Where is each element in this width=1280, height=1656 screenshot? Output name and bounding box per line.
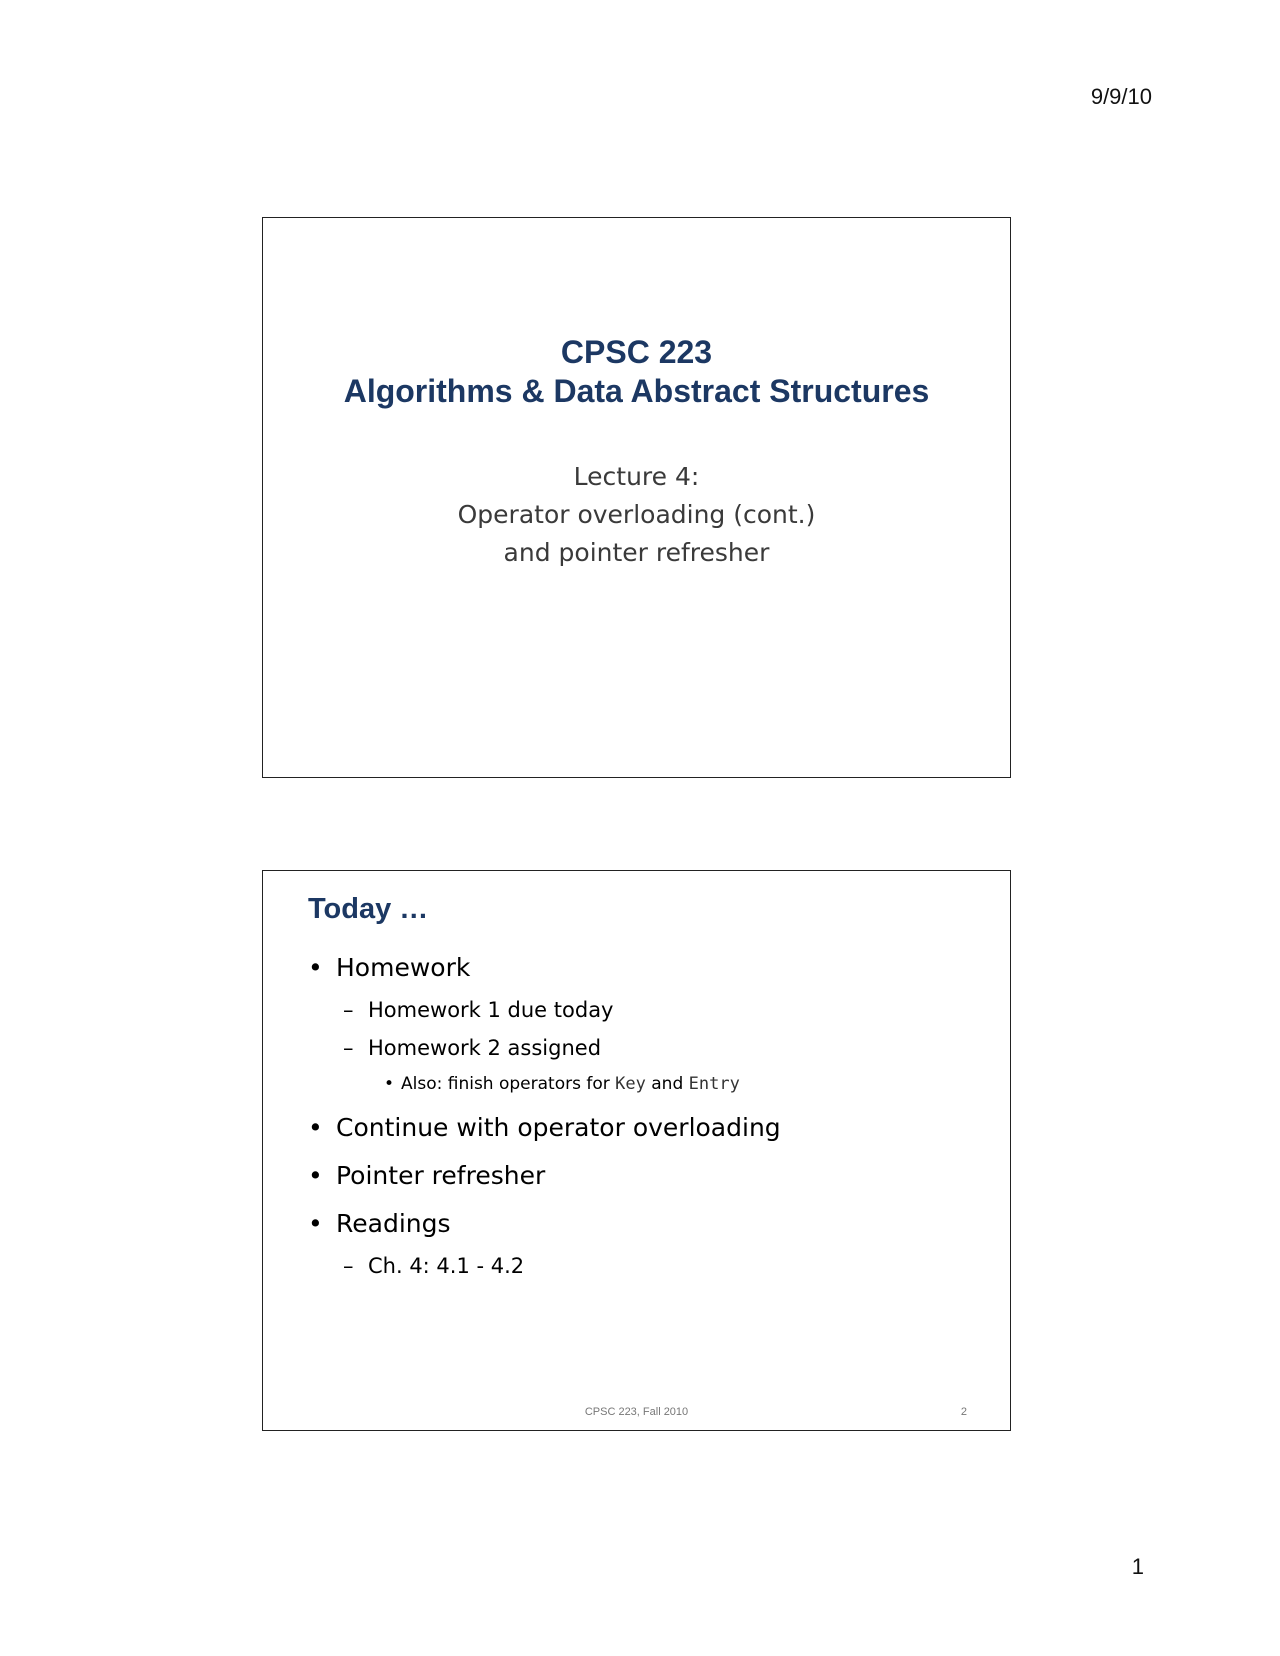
list-item-text: Readings xyxy=(336,1209,451,1238)
list-item xyxy=(308,1251,970,1281)
bullet-marker: • xyxy=(308,1113,323,1142)
list-item xyxy=(308,1033,970,1063)
code-entry: Entry xyxy=(688,1074,740,1094)
list-item xyxy=(308,1071,970,1097)
lecture-number: Lecture 4: xyxy=(573,462,700,491)
slide-today xyxy=(262,870,1011,1431)
page-date: 9/9/10 xyxy=(1090,84,1152,109)
slide-heading: Today … xyxy=(308,893,429,925)
list-item-text: Also: finish operators for xyxy=(401,1074,610,1094)
dash-marker: – xyxy=(343,998,354,1022)
slide-number: 2 xyxy=(960,1406,967,1418)
course-name: Algorithms & Data Abstract Structures xyxy=(343,373,930,409)
list-item-text: Ch. 4: 4.1 - 4.2 xyxy=(368,1254,525,1278)
list-item xyxy=(308,1111,970,1145)
dash-marker: – xyxy=(343,1254,354,1278)
bullet-marker: • xyxy=(308,1209,323,1238)
code-key: Key xyxy=(615,1074,646,1094)
list-item-text: Homework 2 assigned xyxy=(368,1036,602,1060)
list-item-text: Homework xyxy=(336,953,471,982)
lecture-subtitle xyxy=(263,458,1010,572)
list-item xyxy=(308,995,970,1025)
page-number: 1 xyxy=(1131,1554,1144,1579)
lecture-topic-line2: and pointer refresher xyxy=(503,538,770,567)
list-item-text: Continue with operator overloading xyxy=(336,1113,781,1142)
dash-marker: – xyxy=(343,1036,354,1060)
list-item xyxy=(308,951,970,985)
course-code: CPSC 223 xyxy=(560,334,713,370)
slide-footer: CPSC 223, Fall 2010 xyxy=(584,1406,689,1418)
bullet-marker: • xyxy=(308,953,323,982)
list-item-text: and xyxy=(651,1074,684,1094)
slide-title xyxy=(262,217,1011,778)
bullet-list xyxy=(308,951,970,1293)
slide-title-heading xyxy=(263,333,1010,411)
list-item-text: Pointer refresher xyxy=(336,1161,546,1190)
list-item xyxy=(308,1159,970,1193)
list-item xyxy=(308,1207,970,1241)
lecture-topic-line1: Operator overloading (cont.) xyxy=(457,500,816,529)
bullet-marker: • xyxy=(384,1074,395,1094)
bullet-marker: • xyxy=(308,1161,323,1190)
list-item-text: Homework 1 due today xyxy=(368,998,614,1022)
